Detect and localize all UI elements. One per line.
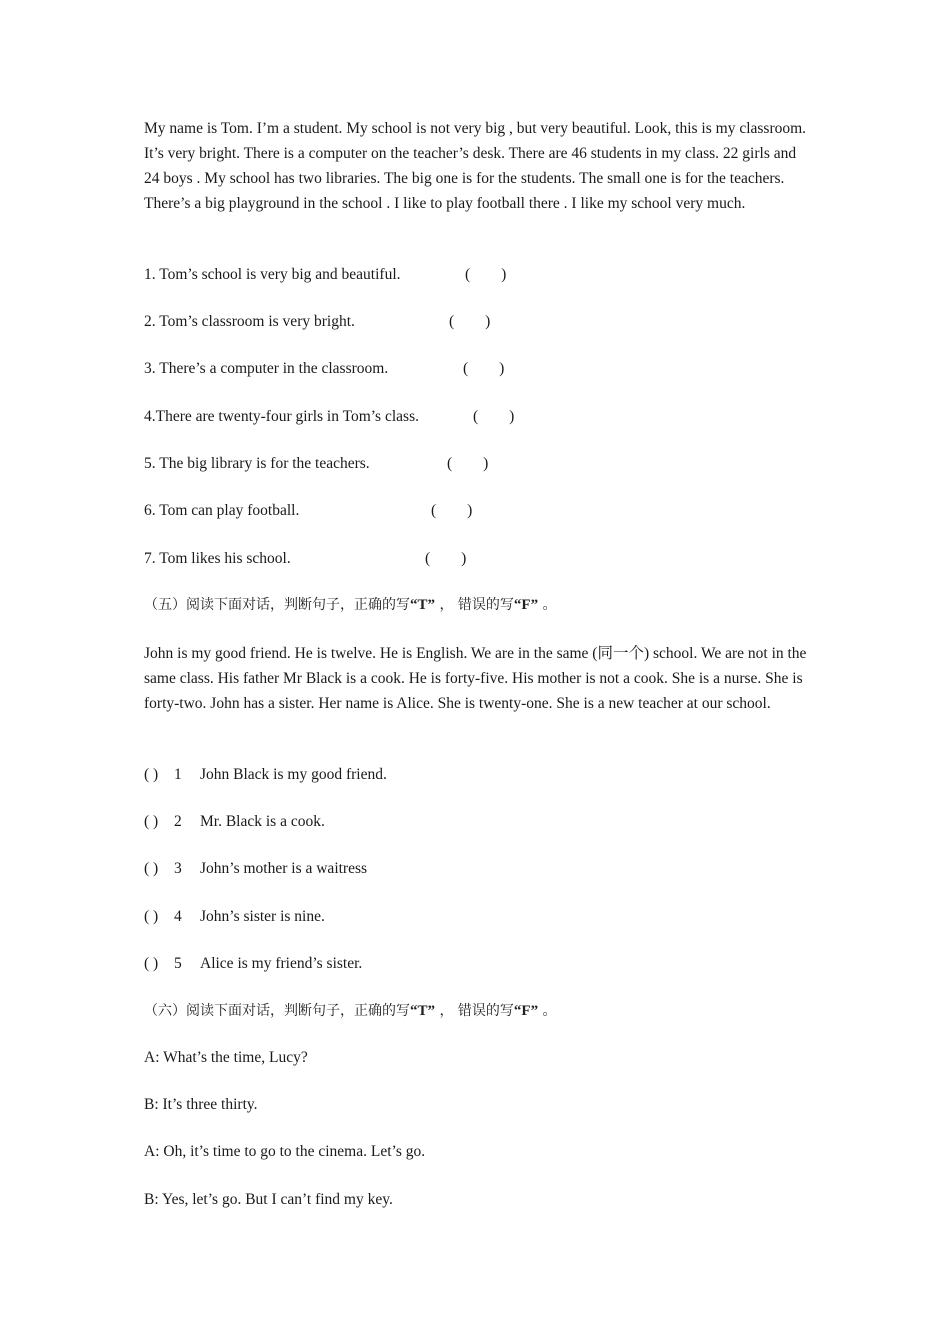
answer-blank-4[interactable]: ( ): [473, 408, 515, 425]
question-2-5: ( ) 5 Alice is my friend’s sister.: [144, 955, 363, 972]
question-2-2: ( ) 2 Mr. Black is a cook.: [144, 813, 325, 830]
answer-blank[interactable]: ( ): [144, 908, 159, 925]
answer-blank-1[interactable]: ( ): [465, 266, 507, 283]
dialogue-line: B: Yes, let’s go. But I can’t find my key.: [144, 1191, 393, 1208]
passage-1: [144, 116, 809, 216]
question-7: 7. Tom likes his school.: [144, 550, 291, 567]
answer-blank[interactable]: ( ): [144, 860, 159, 877]
answer-blank[interactable]: ( ): [144, 813, 159, 830]
answer-blank-3[interactable]: ( ): [463, 360, 505, 377]
question-2-1: ( ) 1 John Black is my good friend.: [144, 766, 387, 783]
section-5-heading: （五）阅读下面对话，判断句子，正确的写“T” ， 错误的写“F” 。: [144, 597, 557, 613]
answer-blank-6[interactable]: ( ): [431, 502, 473, 519]
question-2-4: ( ) 4 John’s sister is nine.: [144, 908, 325, 925]
answer-blank-5[interactable]: ( ): [447, 455, 489, 472]
question-2: 2. Tom’s classroom is very bright.: [144, 313, 355, 330]
answer-blank-7[interactable]: ( ): [425, 550, 467, 567]
answer-blank[interactable]: ( ): [144, 955, 159, 972]
question-6: 6. Tom can play football.: [144, 502, 300, 519]
question-1: 1. Tom’s school is very big and beautiful.: [144, 266, 401, 283]
dialogue-line: A: What’s the time, Lucy?: [144, 1049, 308, 1066]
dialogue-line: A: Oh, it’s time to go to the cinema. Let’s go.: [144, 1143, 426, 1160]
answer-blank-2[interactable]: ( ): [449, 313, 491, 330]
passage-2-text: John is my good friend. He is twelve. He is English. We are in the same (同一个) school. We are not in the same class. His father Mr Black is a cook. He is forty-five. His mother is not a cook. She is a nurse. She is forty-two. John has a sister. Her name is Alice. She is twenty-one. She is a new teacher at our school.: [144, 645, 807, 712]
question-2-3: ( ) 3 John’s mother is a waitress: [144, 860, 368, 877]
question-3: 3. There’s a computer in the classroom.: [144, 360, 389, 377]
dialogue-line: B: It’s three thirty.: [144, 1096, 258, 1113]
passage-2: [144, 641, 809, 716]
passage-1-text: My name is Tom. I’m a student. My school is not very big , but very beautiful. Look, this is my classroom. It’s very bright. There is a computer on the teacher’s desk. There are 46 students in my class. 22 girls and 24 boys . My school has two libraries. The big one is for the students. The small one is for the teachers. There’s a big playground in the school . I like to play football there . I like my school very much.: [144, 120, 807, 212]
question-4: 4.There are twenty-four girls in Tom’s class.: [144, 408, 419, 425]
answer-blank[interactable]: ( ): [144, 766, 159, 783]
section-6-heading: （六）阅读下面对话，判断句子，正确的写“T” ， 错误的写“F” 。: [144, 1003, 557, 1019]
question-5: 5. The big library is for the teachers.: [144, 455, 370, 472]
